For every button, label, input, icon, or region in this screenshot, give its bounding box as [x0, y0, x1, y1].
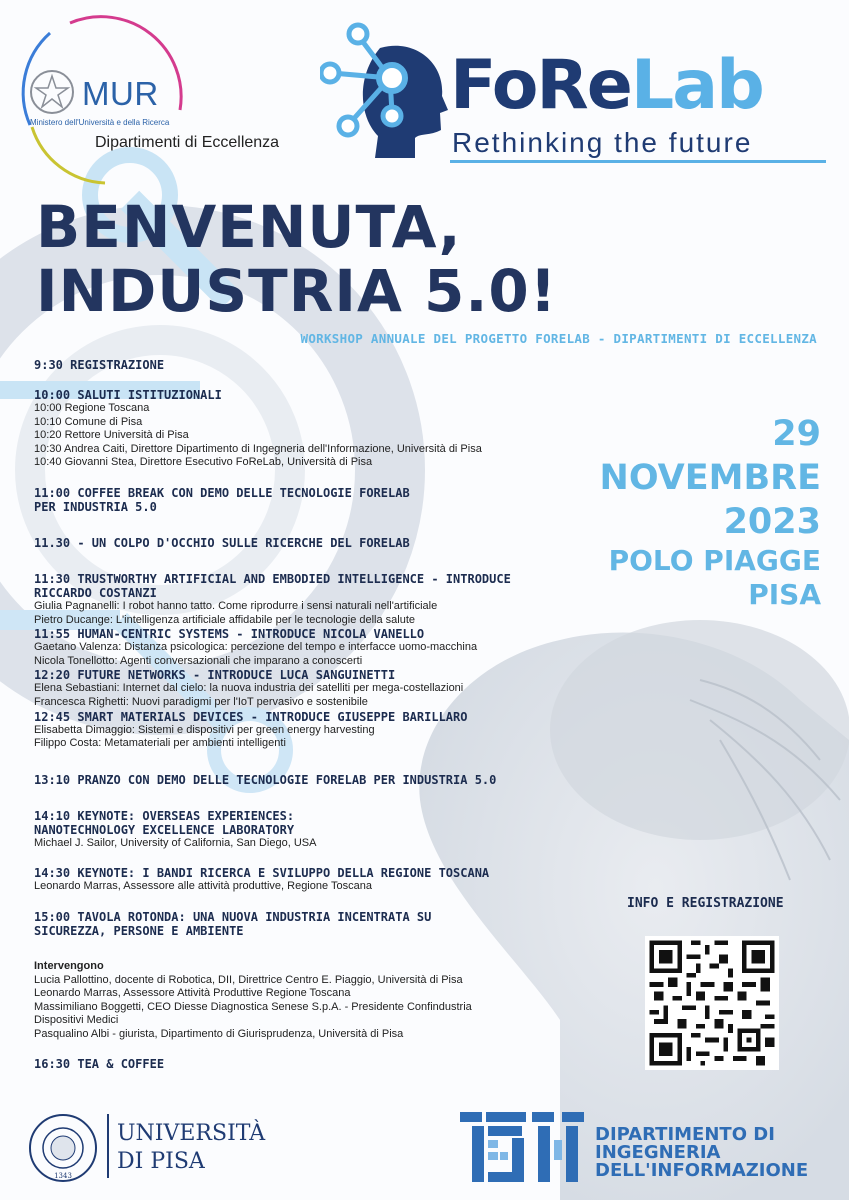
round-table-heading: 15:00 TAVOLA ROTONDA: UNA NUOVA INDUSTRIA INCENTRATA SU [34, 909, 432, 924]
coffee-break-heading: 11:00 COFFEE BREAK CON DEMO DELLE TECNOLOGIE FORELAB [34, 485, 410, 500]
saluti-heading: 10:00 SALUTI ISTITUZIONALI [34, 388, 222, 402]
workshop-subtitle: WORKSHOP ANNUALE DEL PROGETTO FORELAB - DIPARTIMENTI DI ECCELLENZA [300, 331, 817, 346]
forelab-wordmark-lab: Lab [630, 46, 763, 125]
dii-line-1: DIPARTIMENTO DI [595, 1124, 775, 1145]
program [34, 358, 594, 1071]
dii-logo-icon [458, 1110, 588, 1186]
keynote-2-speaker: Leonardo Marras, Assessore alle attività produttive, Regione Toscana [34, 880, 372, 893]
session-talk: Pietro Ducange: L'intelligenza artificiale affidabile per le tecnologie della salute [34, 613, 416, 626]
saluti-item: 10:00 Regione Toscana [34, 402, 150, 414]
italian-emblem-icon [28, 68, 76, 116]
unipi-divider [107, 1114, 109, 1178]
dii-wordmark [595, 1126, 808, 1180]
mur-subtitle: Ministero dell'Università e della Ricerca [30, 118, 170, 127]
coffee-break-heading-2: PER INDUSTRIA 5.0 [34, 499, 157, 514]
main-title [36, 195, 557, 323]
session-talk: Nicola Tonellotto: Agenti conversazionali che imparano a conoscerti [34, 654, 363, 667]
round-table-participant: Pasqualino Albi - giurista, Dipartimento di Giurisprudenza, Università di Pisa [34, 1027, 404, 1040]
session-heading: 11:55 HUMAN-CENTRIC SYSTEMS - INTRODUCE NICOLA VANELLO [34, 627, 425, 642]
round-table-heading-2: SICUREZZA, PERSONE E AMBIENTE [34, 923, 244, 938]
session-talk: Gaetano Valenza: Distanza psicologica: percezione del tempo e interfacce uomo-macchina [34, 641, 478, 654]
session-heading: 11:30 TRUSTWORTHY ARTIFICIAL AND EMBODIED INTELLIGENCE - INTRODUCE [34, 571, 511, 586]
keynote-1-speaker: Michael J. Sailor, University of California, San Diego, USA [34, 836, 317, 849]
research-overview-heading: 11.30 - UN COLPO D'OCCHIO SULLE RICERCHE DEL FORELAB [34, 535, 410, 550]
date-month: NOVEMBRE [599, 458, 821, 498]
unipi-seal-icon [25, 1112, 103, 1184]
forelab-wordmark-fore: FoRe [450, 46, 631, 125]
forelab-head-icon [320, 18, 450, 168]
saluti-item: 10:20 Rettore Università di Pisa [34, 429, 189, 442]
round-table-participant: Lucia Pallottino, docente di Robotica, DII, Direttrice Centro E. Piaggio, Università di Pisa [34, 973, 463, 986]
unipi-line-1: UNIVERSITÀ [117, 1121, 266, 1146]
saluti-item: 10:10 Comune di Pisa [34, 415, 143, 428]
title-line-1: BENVENUTA, [36, 193, 462, 261]
session-talk: Giulia Pagnanelli: I robot hanno tatto. Come riprodurre i sensi naturali nell'artificiale [34, 599, 438, 612]
forelab-wordmark [450, 46, 763, 125]
event-date [600, 412, 821, 612]
session-talk: Francesca Righetti: Nuovi paradigmi per l'IoT pervasivo e sostenibile [34, 695, 368, 708]
round-table-participant: Dispositivi Medici [34, 1014, 119, 1027]
unipi-seal-year: 1343 [54, 1172, 72, 1180]
session-talk: Filippo Costa: Metamateriali per ambienti intelligenti [34, 737, 286, 750]
forelab-tagline: Rethinking the future [452, 127, 753, 158]
program-registration: 9:30 REGISTRAZIONE [34, 358, 165, 372]
round-table-participant: Leonardo Marras, Assessore Attività Produttive Regione Toscana [34, 987, 351, 1000]
session-talk: Elisabetta Dimaggio: Sistemi e dispositivi per green energy harvesting [34, 723, 375, 736]
title-line-2: INDUSTRIA 5.0! [36, 257, 558, 325]
venue: POLO PIAGGE [608, 544, 821, 577]
forelab-underline [450, 160, 826, 163]
round-table-label: Intervengono [34, 959, 104, 972]
keynote-1-heading: 14:10 KEYNOTE: OVERSEAS EXPERIENCES: [34, 808, 295, 823]
saluti-item: 10:40 Giovanni Stea, Direttore Esecutivo FoReLab, Università di Pisa [34, 456, 373, 469]
keynote-1-heading-2: NANOTECHNOLOGY EXCELLENCE LABORATORY [34, 822, 295, 837]
registration-qr-code[interactable] [645, 936, 779, 1070]
session-heading-2: RICCARDO COSTANZI [34, 585, 157, 600]
round-table-participant: Massimiliano Boggetti, CEO Diesse Diagnostica Senese S.p.A. - Presidente Confindustria [34, 1000, 472, 1013]
mur-department: Dipartimenti di Eccellenza [95, 134, 280, 151]
date-year: 2023 [723, 502, 821, 542]
city: PISA [748, 578, 821, 611]
session-talk: Elena Sebastiani: Internet dal cielo: la nuova industria dei satelliti per mega-costellazioni [34, 682, 464, 695]
mur-title: MUR [82, 75, 159, 112]
lunch-heading: 13:10 PRANZO CON DEMO DELLE TECNOLOGIE FORELAB PER INDUSTRIA 5.0 [34, 772, 497, 787]
session-heading: 12:20 FUTURE NETWORKS - INTRODUCE LUCA SANGUINETTI [34, 668, 396, 683]
info-registration-label: INFO E REGISTRAZIONE [627, 896, 784, 911]
keynote-2-heading: 14:30 KEYNOTE: I BANDI RICERCA E SVILUPPO DELLA REGIONE TOSCANA [34, 866, 490, 881]
dii-line-2: INGEGNERIA [595, 1142, 721, 1163]
date-day: 29 [772, 414, 821, 454]
unipi-wordmark [117, 1120, 265, 1176]
saluti-item: 10:30 Andrea Caiti, Direttore Dipartimento di Ingegneria dell'Informazione, Università di Pisa [34, 442, 482, 455]
unipi-line-2: DI PISA [117, 1149, 205, 1174]
session-heading: 12:45 SMART MATERIALS DEVICES - INTRODUCE GIUSEPPE BARILLARO [34, 709, 468, 724]
tea-heading: 16:30 TEA & COFFEE [34, 1057, 165, 1072]
dii-line-3: DELL'INFORMAZIONE [595, 1160, 809, 1181]
